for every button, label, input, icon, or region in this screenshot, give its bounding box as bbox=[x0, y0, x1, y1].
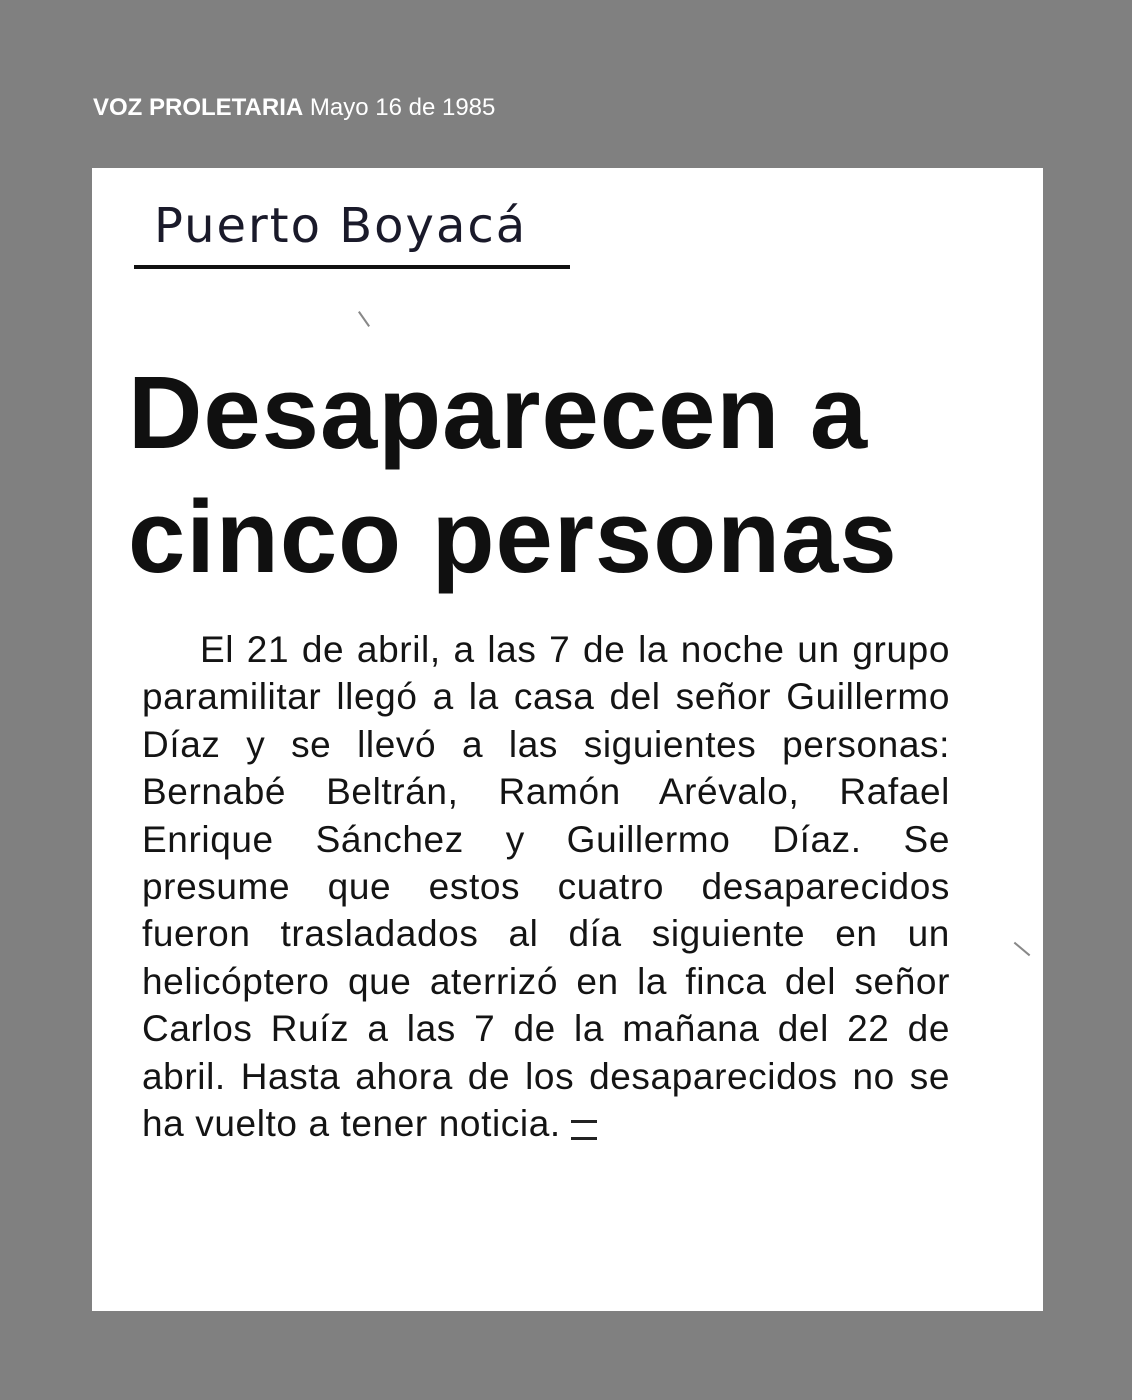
print-speck bbox=[1014, 942, 1031, 956]
section-underline bbox=[134, 265, 570, 269]
newspaper-clipping bbox=[92, 168, 1043, 1311]
clipping-caption bbox=[93, 94, 495, 122]
publication-name: VOZ PROLETARIA bbox=[93, 94, 304, 121]
article-body bbox=[142, 626, 950, 1147]
article-text: El 21 de abril, a las 7 de la noche un grupo paramilitar llegó a la casa del señor Guillermo Díaz y se llevó a las siguientes personas: Bernabé Beltrán, Ramón Arévalo, Rafael Enrique Sánchez y Guillermo Díaz. Se presume que estos cuatro desaparecidos fueron trasladados al día siguiente en un helicóptero que aterrizó en la finca del señor Carlos Ruíz a las 7 de la mañana del 22 de abril. Hasta ahora de los desaparecidos no se ha vuelto a tener noticia. bbox=[142, 629, 950, 1145]
headline-line-2: cinco personas bbox=[128, 479, 898, 594]
section-title: Puerto Boyacá bbox=[154, 198, 528, 254]
end-of-article-mark bbox=[571, 1120, 597, 1140]
print-speck bbox=[358, 311, 370, 327]
headline bbox=[128, 351, 1028, 599]
headline-line-1: Desaparecen a bbox=[128, 355, 869, 470]
publication-date: Mayo 16 de 1985 bbox=[309, 94, 496, 121]
